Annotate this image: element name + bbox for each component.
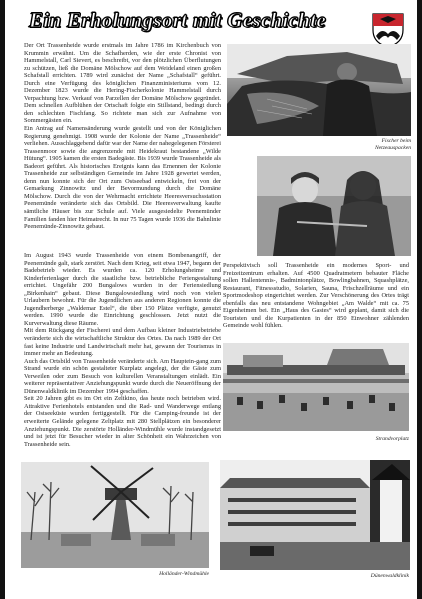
- text-column-lower: [24, 252, 221, 457]
- caption-beach: Strandvorplatz: [375, 436, 409, 442]
- paragraph: Der Ort Trassenheide wurde erstmals im Jahre 1786 im Kirchenbuch von Krummin erwähnt. Um die Schafherden, wie der erste Chronist von Hammelstall, Carl Sievert, es beschreibt, vor den plötzlichen Überflutungen zu schützen, ließ die Domäne Mölschow auf dem Weideland einen großen Schafstall errichten. 1789 wird zunächst der Name „Schafstall“ geführt. Durch eine Verfügung des königlichen Finanzministeriums vom 12. Dezember 1823 wurde die Hering-Fischerkolonie Hammelstall durch Verpachtung bzw. Verkauf von Parzellen der Domäne Mölschow gegründet. Dem schnellen Aufblühen der Ortschaft folgte ein Stillstand, bedingt durch den schlechten Fischfang. So richtete man sich zur Aufnahme von Sommergästen ein.: [24, 42, 221, 125]
- caption-fishermen: Fischer beim Netzeauspacken: [374, 138, 411, 151]
- paragraph: Mit dem Rückgang der Fischerei und dem Aufbau kleiner Industriebetriebe veränderte sich die wirtschaftliche Struktur des Ortes. Da nach 1989 der Ort fast keine Industrie und Landwirtschaft mehr hat, gewann der Tourismus in immer mehr an Bedeutung.: [24, 327, 221, 358]
- photo-clinic: [220, 460, 410, 570]
- text-column-right: [223, 262, 409, 338]
- caption-windmill: Holländer-Windmühle: [159, 571, 209, 577]
- paragraph: Ein Antrag auf Namensänderung wurde gestellt und von der Königlichen Regierung genehmigt. 1908 wurde der Kolonie der Name „Trassenheide“ verliehen. Ausschlaggebend dafür war der Name der nahegelegenen Försterei Trassenmoor sowie die angrenzende mit Heidekraut bestandene „Wilde Hütung“. 1905 kamen die ersten Badegäste. Bis 1939 wurde Trassenheide als Badeort geführt. Als historisches Ereignis kann das Ernennen der Kolonie Trassenheide zur selbständigen Gemeinde im Jahre 1928 gewertet werden, denn nun konnte sich der Ort zum Ostseebad entwickeln, frei von der Gemarkung Zinnowitz und der Bevormundung durch die Domäne Mölschow. Durch die von der Wehrmacht errichtete Heeresversuchsstation Peenemünde veränderte sich das Ortsbild. Die Heeresverwaltung kaufte sämtliche Häuser bis zur Schule auf. Viele ausgesiedelte Peenemünder Familien fanden hier Heimatrecht. In nur 75 Tagen wurde 1936 die Bahnlinie Peenemünde-Zinnowitz gebaut.: [24, 125, 221, 231]
- coat-of-arms-icon: [371, 12, 405, 48]
- photo-fishermen-nets: [227, 44, 411, 136]
- page-title: Ein Erholungsort mit Geschichte: [29, 8, 326, 32]
- caption-clinic: Dünenwaldklinik: [370, 573, 409, 579]
- paragraph: Im August 1943 wurde Trassenheide von einem Bombenangriff, der Peenemünde galt, stark zerstört. Nach dem Krieg, seit etwa 1947, begann der Badebetrieb wieder. Es wurden ca. 120 Erholungsheime und Kinderferienlager durch die staatliche bzw. betriebliche Feriengestaltung errichtet. Ungefähr 200 Bungalows wurden in der Feriensiedlung „Birkenhain“ gebaut. Diese Bungalowsiedlung wird noch von vielen Urlaubern bewohnt. Für die Jugendlichen aus anderen Regionen konnte die Jugendherberge „Waldemar Estel“, die über 150 Plätze verfügte, genutzt werden. 1990 wurde die Einrichtung geschlossen. Jetzt nutzt die Kurverwaltung diese Räume.: [24, 252, 221, 327]
- photo-fisher-couple: [257, 156, 411, 256]
- paragraph: Seit 20 Jahren gibt es im Ort ein Zeltkino, das heute noch betrieben wird. Attraktive Ferienhotels entstanden und die Rad- und Wanderwege entlang der Ostseeküste wurden fertiggestellt. Für die Camping-freunde ist der erweiterte Gelände gelegene Zeltplatz mit 280 Stellplätzen ein besonderer Anziehungspunkt. Die zerstörte Holländer-Windmühle wurde instandgesetzt und ist jetzt für Besucher wieder in alter Schönheit ein Wahrzeichen von Trassenheide sein.: [24, 395, 221, 448]
- photo-beach-promenade: [223, 343, 409, 431]
- text-column-top: [24, 42, 221, 252]
- photo-windmill: [21, 462, 209, 568]
- paragraph: Perspektivisch soll Trassenheide ein modernes Sport- und Freizeitzentrum erhalten. Auf 4500 Quadratmetern bebauter Fläche sollen Hallentennis-, Badmintonplätze, Bowlingbahnen, Squashplätze, Restaurant, Fitnessstudio, Solarien, Sauna, Frischzellräume und ein Sportmodeshop eingerichtet werden. Zur Verschönerung des Ortes trägt ebenfalls das neu entstandene Wohngebiet „Am Walde“ mit ca. 75 Eigenheimen bei. Ein „Haus des Gastes“ wird geplant, damit sich die Touristen und die Kurpatienten in der 850 Einwohner zählenden Gemeinde wohl fühlen.: [223, 262, 409, 330]
- paragraph: Auch das Ortsbild von Trassenheide veränderte sich. Am Hauptein-gang zum Strand wurde ein schön gestalteter Kurplatz angelegt, der die Gäste zum Verweilen oder zum Besuch von kulturellen Veranstaltungen einlädt. Ein weiterer repräsentativer Anziehungspunkt wurde durch die Neueröffnung der Dünenwaldklinik im Dezember 1994 geschaffen.: [24, 357, 221, 395]
